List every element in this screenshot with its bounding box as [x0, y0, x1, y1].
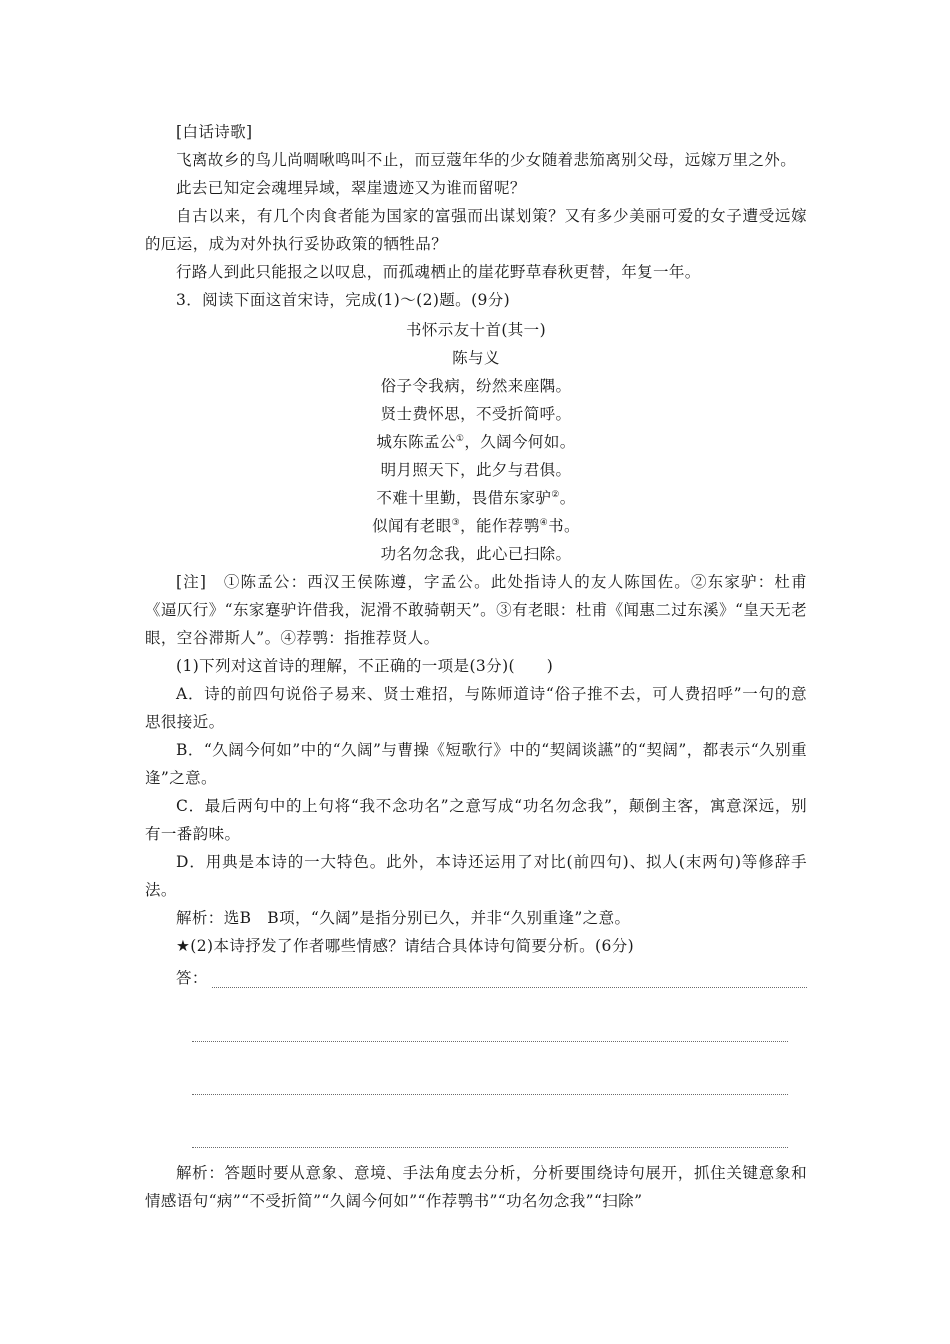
subquestion-2-stem: [145, 932, 807, 960]
star-icon: ★: [176, 937, 191, 955]
poem-line-part: 书。: [548, 517, 580, 535]
answer-row: [145, 960, 807, 988]
vernacular-paragraph: 自古以来，有几个肉食者能为国家的富强而出谋划策？又有多少美丽可爱的女子遭受远嫁的厄运，成为对外执行妥协政策的牺牲品？: [145, 207, 807, 253]
poem-line-part: 城东陈孟公: [376, 433, 456, 451]
subquestion-2-text: (2)本诗抒发了作者哪些情感？请结合具体诗句简要分析。(6分): [190, 937, 635, 955]
poem-line: 俗子令我病，纷然来座隅。: [380, 377, 572, 395]
poem-line: [145, 512, 807, 540]
subquestion-1-analysis: 解析：选B B项，“久阔”是指分别已久，并非“久别重逢”之意。: [176, 909, 631, 927]
poem-author: 陈与义: [452, 349, 500, 367]
poem-line: 明月照天下，此夕与君俱。: [380, 461, 572, 479]
answer-label: 答：: [176, 969, 208, 987]
poem: [145, 316, 807, 568]
poem-line-part: 。: [559, 489, 576, 507]
note-mark: ①: [455, 433, 465, 444]
option-b: B．“久阔今何如”中的“久阔”与曹操《短歌行》中的“契阔谈讌”的“契阔”，都表示“久别重逢”之意。: [145, 741, 807, 787]
poem-line-part: 不难十里勤，畏借东家驴: [376, 489, 552, 507]
option-d: D．用典是本诗的一大特色。此外，本诗还运用了对比(前四句)、拟人(末两句)等修辞手法。: [145, 853, 807, 899]
poem-notes: [注] ①陈孟公：西汉王侯陈遵，字孟公。此处指诗人的友人陈国佐。②东家驴：杜甫《逼仄行》“东家蹇驴许借我，泥滑不敢骑朝天”。③有老眼：杜甫《闻惠二过东溪》“皇天无老眼，空谷滞斯人”。④荐鹗：指推荐贤人。: [145, 573, 807, 647]
poem-line: [145, 428, 807, 456]
question-3-intro: 3．阅读下面这首宋诗，完成(1)～(2)题。(9分): [176, 291, 511, 309]
subquestion-1-stem: (1)下列对这首诗的理解，不正确的一项是(3分)( ): [176, 657, 554, 675]
note-mark: ③: [451, 517, 461, 528]
poem-line: [145, 484, 807, 512]
poem-line-part: 似闻有老眼: [372, 517, 452, 535]
poem-line-part: ，久阔今何如。: [464, 433, 576, 451]
option-c: C．最后两句中的上句将“我不念功名”之意写成“功名勿念我”，颠倒主客，寓意深远，别有一番韵味。: [145, 797, 807, 843]
subquestion-2-analysis: 解析：答题时要从意象、意境、手法角度去分析，分析要围绕诗句展开，抓住关键意象和情感语句“病”“不受折简”“久阔今何如”“作荐鹗书”“功名勿念我”“扫除”: [145, 1164, 807, 1210]
poem-line: 贤士费怀思，不受折简呼。: [380, 405, 572, 423]
vernacular-paragraph: 行路人到此只能报之以叹息，而孤魂栖止的崖花野草春秋更替，年复一年。: [176, 263, 701, 281]
document-page: [145, 118, 807, 1215]
option-a: A．诗的前四句说俗子易来、贤士难招，与陈师道诗“俗子推不去，可人费招呼”一句的意思很接近。: [145, 685, 807, 731]
vernacular-paragraph: 此去已知定会魂埋异域，翠崖遗迹又为谁而留呢？: [176, 179, 526, 197]
note-mark: ②: [551, 489, 560, 500]
note-mark: ④: [539, 517, 549, 528]
answer-blank-line[interactable]: [212, 969, 807, 988]
vernacular-heading: [白话诗歌]: [176, 123, 253, 141]
poem-line: 功名勿念我，此心已扫除。: [380, 545, 572, 563]
poem-title: 书怀示友十首(其一): [405, 321, 547, 339]
poem-line-part: ，能作荐鹗: [460, 517, 540, 535]
vernacular-paragraph: 飞离故乡的鸟儿尚啁啾鸣叫不止，而豆蔻年华的少女随着悲笳离别父母，远嫁万里之外。: [176, 151, 797, 169]
